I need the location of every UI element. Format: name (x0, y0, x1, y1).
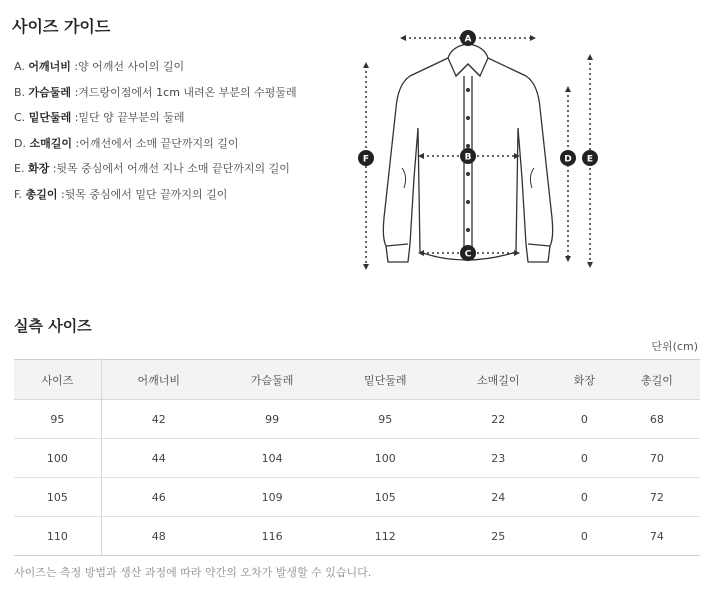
table-cell: 109 (216, 478, 329, 517)
table-cell: 42 (101, 400, 215, 439)
table-cell: 24 (442, 478, 555, 517)
guide-term: 가슴둘레 (28, 85, 72, 99)
table-cell: 100 (329, 439, 442, 478)
table-cell: 46 (101, 478, 215, 517)
label-c-marker (460, 245, 476, 261)
guide-term: 소매길이 (29, 136, 72, 150)
table-cell: 0 (555, 478, 614, 517)
column-header: 소매길이 (442, 360, 555, 400)
label-c: C (464, 249, 472, 260)
size-table (14, 359, 700, 556)
table-row (14, 439, 700, 478)
guide-term: 총길이 (25, 187, 58, 201)
label-e: E (586, 154, 594, 165)
table-row (14, 478, 700, 517)
column-header: 총길이 (614, 360, 700, 400)
label-e-marker (582, 150, 598, 166)
label-b: B (464, 152, 472, 163)
table-cell: 25 (442, 517, 555, 556)
guide-term: 화장 (27, 162, 50, 175)
guide-desc: :밑단 양 끝부분의 둘레 (74, 111, 185, 124)
actual-size-title: 실측 사이즈 (14, 317, 92, 335)
table-cell: 100 (14, 439, 101, 478)
label-a: A (464, 34, 472, 45)
table-cell: 48 (101, 517, 215, 556)
table-cell: 95 (329, 400, 442, 439)
table-cell: 112 (329, 517, 442, 556)
column-header: 밑단둘레 (329, 360, 442, 400)
unit-label: 단위(cm) (651, 340, 698, 353)
table-cell: 0 (555, 439, 614, 478)
table-cell: 0 (555, 400, 614, 439)
guide-desc: :뒷목 중심에서 밑단 끝까지의 길이 (60, 187, 228, 201)
table-cell: 105 (14, 478, 101, 517)
table-cell: 116 (216, 517, 329, 556)
table-cell: 105 (329, 478, 442, 517)
guide-letter: A. (14, 60, 25, 73)
guide-item-d (14, 135, 297, 161)
label-b-marker (460, 148, 476, 164)
column-header: 가슴둘레 (216, 360, 329, 400)
guide-letter: D. (14, 136, 26, 150)
guide-item-a (14, 58, 297, 84)
table-cell: 99 (216, 400, 329, 439)
guide-desc: :겨드랑이점에서 1cm 내려온 부분의 수평둘레 (74, 85, 297, 99)
measurement-guide-list (14, 58, 297, 211)
column-header: 사이즈 (14, 360, 101, 400)
guide-item-e (14, 160, 297, 186)
guide-item-b (14, 84, 297, 110)
guide-letter: E. (14, 162, 25, 175)
label-f-marker (358, 150, 374, 166)
label-d: D (564, 154, 572, 165)
size-guide-title: 사이즈 가이드 (12, 17, 111, 36)
label-d-marker (560, 150, 576, 166)
table-header-row (14, 360, 700, 400)
guide-term: 어깨너비 (28, 60, 71, 73)
guide-item-c (14, 109, 297, 135)
table-cell: 95 (14, 400, 101, 439)
table-cell: 110 (14, 517, 101, 556)
table-row (14, 400, 700, 439)
table-cell: 70 (614, 439, 700, 478)
table-row (14, 517, 700, 556)
label-f: F (362, 154, 370, 165)
table-cell: 23 (442, 439, 555, 478)
column-header: 어깨너비 (101, 360, 215, 400)
table-cell: 44 (101, 439, 215, 478)
column-header: 화장 (555, 360, 614, 400)
guide-desc: :양 어깨선 사이의 길이 (74, 60, 185, 73)
table-cell: 104 (216, 439, 329, 478)
table-cell: 0 (555, 517, 614, 556)
table-cell: 74 (614, 517, 700, 556)
guide-letter: B. (14, 85, 26, 99)
guide-desc: :뒷목 중심에서 어깨선 지나 소매 끝단까지의 길이 (52, 162, 290, 175)
guide-term: 밑단둘레 (28, 111, 72, 124)
table-cell: 72 (614, 478, 700, 517)
guide-item-f (14, 186, 297, 212)
guide-letter: F. (14, 187, 23, 201)
guide-letter: C. (14, 111, 26, 124)
label-a-marker (460, 30, 476, 46)
guide-desc: :어깨선에서 소매 끝단까지의 길이 (75, 136, 239, 150)
table-cell: 22 (442, 400, 555, 439)
table-cell: 68 (614, 400, 700, 439)
measurement-note: 사이즈는 측정 방법과 생산 과정에 따라 약간의 오차가 발생할 수 있습니다. (14, 566, 372, 579)
shirt-measurement-diagram (352, 18, 622, 286)
